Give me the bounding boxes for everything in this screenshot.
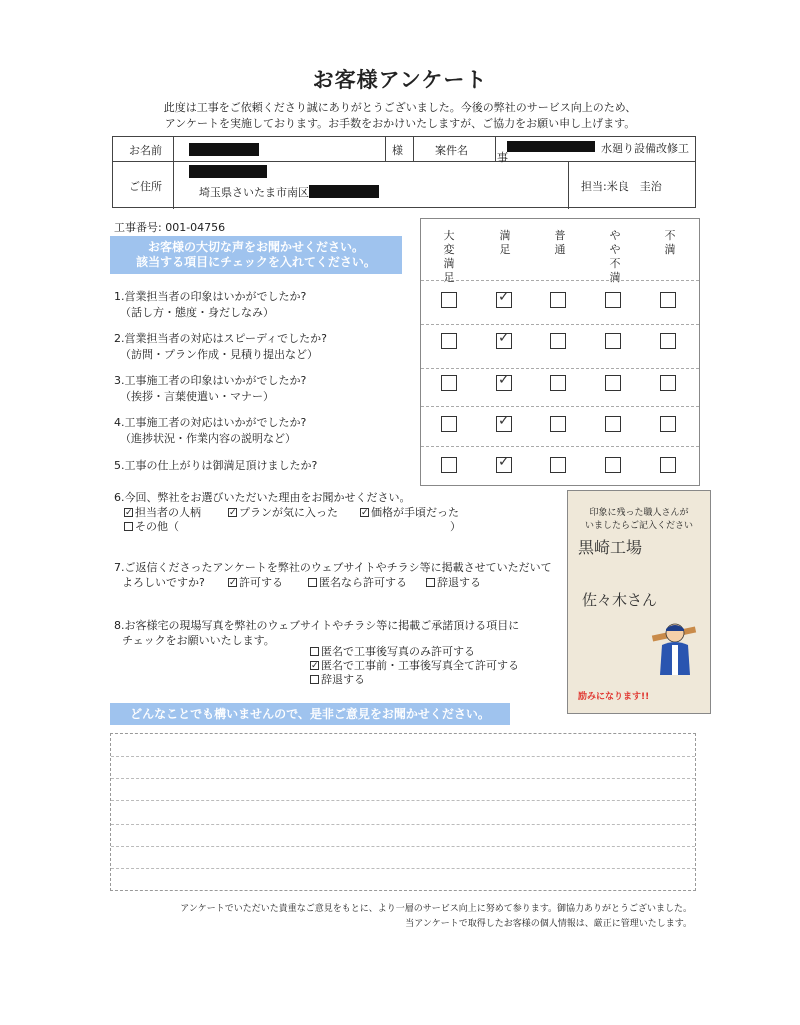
rating-checkbox-q1-2[interactable]	[496, 289, 512, 308]
q7-option-2[interactable]	[308, 575, 407, 591]
check-mark-icon: ✓	[498, 372, 510, 388]
project-prefix: 事	[497, 151, 508, 164]
q6-option-2-label: プランが気に入った	[239, 506, 338, 519]
q6-other[interactable]	[124, 519, 179, 535]
address-redaction-1	[189, 165, 267, 178]
question-4: 4.工事施工者の対応はいかがでしたか?	[114, 416, 307, 429]
rating-checkbox-q3-1[interactable]	[441, 375, 457, 391]
address-label: ご住所	[129, 180, 162, 193]
address-redaction-2	[309, 185, 379, 198]
rating-checkbox-q4-4[interactable]	[605, 416, 621, 432]
q7-option-3[interactable]	[426, 575, 481, 591]
q8-option-1-label: 匿名で工事後写真のみ許可する	[321, 645, 475, 658]
project-label: 案件名	[435, 144, 468, 157]
rating-checkbox-q2-3[interactable]	[550, 333, 566, 349]
question-8: 8.お客様宅の現場写真を弊社のウェブサイトやチラシ等に掲載ご承諾頂ける項目に	[114, 619, 520, 632]
question-8-line-2: チェックをお願いいたします。	[122, 634, 275, 647]
checkbox[interactable]: ✓	[361, 508, 369, 518]
instruction-line-2: 該当する項目にチェックを入れてください。	[136, 255, 376, 269]
rating-checkbox-q2-4[interactable]	[605, 333, 621, 349]
checkbox[interactable]	[426, 578, 435, 587]
question-2-detail: （訪問・プラン作成・見積り提出など）	[120, 348, 318, 361]
question-2: 2.営業担当者の対応はスピーディでしたか?	[114, 332, 328, 345]
question-1: 1.営業担当者の印象はいかがでしたか?	[114, 290, 307, 303]
handwritten-company: 黒崎工場	[578, 538, 643, 557]
rating-checkbox-q5-1[interactable]	[441, 457, 457, 473]
question-6: 6.今回、弊社をお選びいただいた理由をお聞かせください。	[114, 491, 411, 504]
rating-checkbox-q3-4[interactable]	[605, 375, 621, 391]
name-redaction	[189, 143, 259, 156]
header-dissatisfied: 不満	[664, 229, 676, 256]
customer-info-table	[112, 136, 696, 208]
checkbox[interactable]	[124, 522, 133, 531]
rating-checkbox-q3-3[interactable]	[550, 375, 566, 391]
page-title: お客様アンケート	[312, 68, 488, 92]
q6-option-3[interactable]	[360, 505, 459, 521]
rating-checkbox-q1-4[interactable]	[605, 292, 621, 308]
craftsman-card	[567, 490, 711, 714]
handwritten-name: 佐々木さん	[582, 591, 658, 609]
rating-checkbox-q3-5[interactable]	[660, 375, 676, 391]
rating-checkbox-q1-5[interactable]	[660, 292, 676, 308]
checkbox[interactable]: ✓	[311, 661, 319, 671]
q6-option-1-label: 担当者の人柄	[135, 506, 201, 519]
header-somewhat-dissatisfied: やや不満	[609, 229, 621, 284]
q6-option-2[interactable]	[228, 505, 338, 521]
card-heading-line-2: いましたらご記入ください	[584, 521, 693, 531]
q8-option-3[interactable]	[310, 672, 365, 688]
q7-option-3-label: 辞退する	[437, 576, 481, 589]
rating-checkbox-q5-3[interactable]	[550, 457, 566, 473]
q8-option-3-label: 辞退する	[321, 673, 365, 686]
question-7-line-2: よろしいですか?	[122, 576, 205, 589]
checkbox[interactable]	[308, 578, 317, 587]
q6-other-label: その他（	[135, 520, 179, 533]
question-4-detail: （進捗状況・作業内容の説明など）	[120, 432, 296, 445]
rating-checkbox-q4-5[interactable]	[660, 416, 676, 432]
staff-name: 担当:米良 圭治	[581, 180, 662, 193]
footer-line-2: 当アンケートで取得したお客様の個人情報は、厳正に管理いたします。	[405, 919, 692, 929]
rating-checkbox-q2-2[interactable]	[496, 330, 512, 349]
check-mark-icon: ✓	[498, 454, 510, 470]
rating-checkbox-q4-3[interactable]	[550, 416, 566, 432]
header-very-satisfied: 大変満足	[443, 229, 455, 284]
footer-line-1: アンケートでいただいた貴重なご意見をもとに、より一層のサービス向上に努めて参ります。御協力ありがとうございました。	[180, 904, 692, 914]
intro-line-2: アンケートを実施しております。お手数をおかけいたしますが、ご協力をお願い申し上げます。	[164, 117, 636, 130]
rating-checkbox-q5-5[interactable]	[660, 457, 676, 473]
question-1-detail: （話し方・態度・身だしなみ）	[120, 306, 274, 319]
instruction-banner	[110, 236, 402, 274]
card-footer: 励みになります!!	[578, 692, 650, 702]
card-heading-line-1: 印象に残った職人さんが	[589, 508, 689, 518]
rating-checkbox-q3-2[interactable]	[496, 372, 512, 391]
check-mark-icon: ✓	[498, 289, 510, 305]
instruction-line-1: お客様の大切な声をお聞かせください。	[147, 240, 364, 254]
intro-line-1: 此度は工事をご依頼くださり誠にありがとうございました。今後の弊社のサービス向上のため、	[163, 101, 637, 114]
address-text: 埼玉県さいたま市南区	[199, 186, 309, 199]
question-7: 7.ご返信くださったアンケートを弊社のウェブサイトやチラシ等に掲載させていただいて	[114, 561, 552, 574]
rating-checkbox-q1-3[interactable]	[550, 292, 566, 308]
question-3: 3.工事施工者の印象はいかがでしたか?	[114, 374, 307, 387]
check-mark-icon: ✓	[498, 413, 510, 429]
project-redaction	[507, 141, 595, 152]
comment-banner: どんなことでも構いませんので、是非ご意見をお聞かせください。	[110, 703, 510, 725]
rating-checkbox-q5-2[interactable]	[496, 454, 512, 473]
rating-checkbox-q5-4[interactable]	[605, 457, 621, 473]
rating-checkbox-q2-5[interactable]	[660, 333, 676, 349]
name-label: お名前	[129, 144, 162, 157]
q8-option-2-label: 匿名で工事前・工事後写真全て許可する	[321, 659, 519, 672]
check-mark-icon: ✓	[498, 330, 510, 346]
checkbox[interactable]	[310, 647, 319, 656]
job-number: 工事番号: 001-04756	[114, 221, 226, 234]
honorific: 様	[392, 144, 403, 157]
checkbox[interactable]	[310, 675, 319, 684]
q7-option-1[interactable]	[228, 575, 283, 591]
header-neutral: 普通	[554, 229, 566, 256]
comment-area[interactable]	[110, 733, 696, 891]
rating-checkbox-q4-1[interactable]	[441, 416, 457, 432]
card-heading	[568, 507, 710, 533]
checkbox[interactable]: ✓	[125, 508, 133, 518]
rating-checkbox-q4-2[interactable]	[496, 413, 512, 432]
checkbox[interactable]: ✓	[229, 508, 237, 518]
question-5: 5.工事の仕上がりは御満足頂けましたか?	[114, 459, 318, 472]
header-satisfied: 満足	[499, 229, 511, 256]
q7-option-1-label: 許可する	[239, 576, 283, 589]
q7-option-2-label: 匿名なら許可する	[319, 576, 407, 589]
craftsman-illustration	[650, 619, 700, 677]
question-3-detail: （挨拶・言葉使遣い・マナー）	[120, 390, 274, 403]
checkbox[interactable]: ✓	[229, 578, 237, 588]
rating-grid	[420, 218, 700, 486]
rating-checkbox-q1-1[interactable]	[441, 292, 457, 308]
q6-other-close: ）	[450, 520, 461, 533]
project-name: 水廻り設備改修工	[601, 142, 689, 155]
rating-checkbox-q2-1[interactable]	[441, 333, 457, 349]
q6-option-3-label: 価格が手頃だった	[371, 506, 459, 519]
